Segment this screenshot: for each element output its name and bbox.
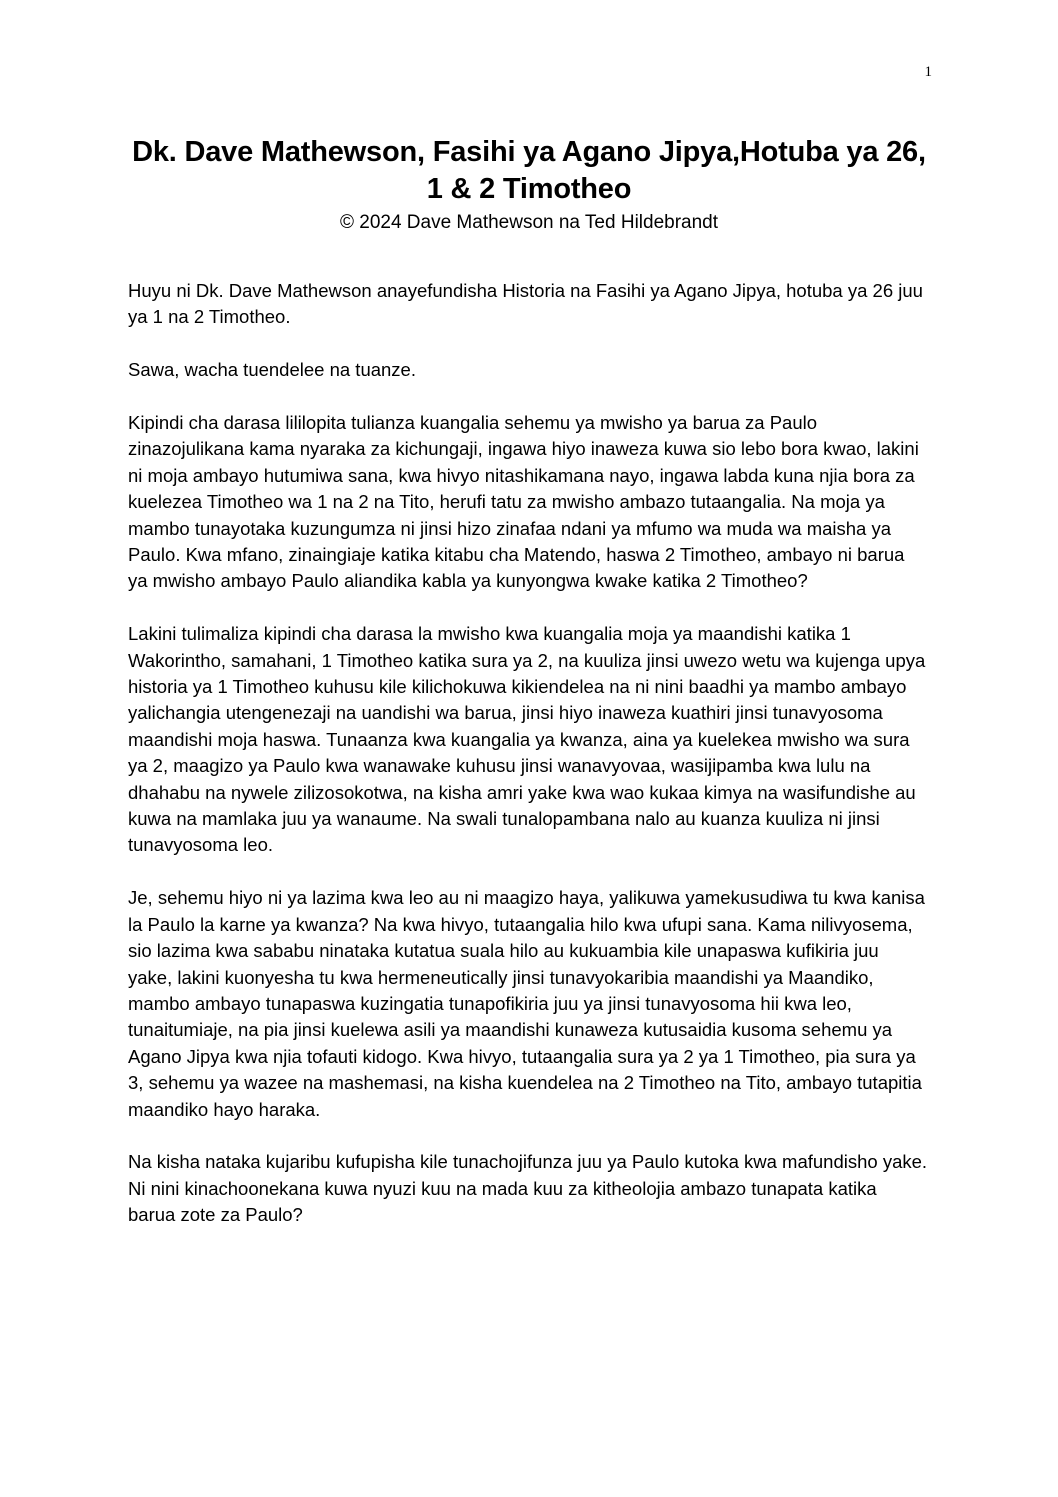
document-title: Dk. Dave Mathewson, Fasihi ya Agano Jipya,Hotuba ya 26, 1 & 2 Timotheo [132, 136, 926, 205]
paragraph: Lakini tulimaliza kipindi cha darasa la mwisho kwa kuangalia moja ya maandishi katika 1 Wakorintho, samahani, 1 Timotheo katika sura ya 2, na kuuliza jinsi uwezo wetu wa kujenga upya historia ya 1 Timotheo kuhusu kile kilichokuwa kikiendelea na ni nini baadhi ya mambo ambayo yalichangia utengenezaji na uandishi wa barua, jinsi hiyo inaweza kuathiri jinsi tunavyosoma maandishi moja haswa. Tunaanza kwa kuangalia ya kwanza, aina ya kuelekea mwisho wa sura ya 2, maagizo ya Paulo kwa wanawake kuhusu jinsi wanavyovaa, wasijipamba kwa lulu na dhahabu na nywele zilizosokotwa, na kisha amri yake kwa wao kukaa kimya na wasifundishe au kuwa na mamlaka juu ya wanaume. Na swali tunalopambana nalo au kuanza kuuliza ni jinsi tunavyosoma leo. [128, 623, 926, 856]
copyright-line: © 2024 Dave Mathewson na Ted Hildebrandt [339, 212, 719, 233]
paragraph: Na kisha nataka kujaribu kufupisha kile tunachojifunza juu ya Paulo kutoka kwa mafundisho yake. Ni nini kinachoonekana kuwa nyuzi kuu na mada kuu za kitheolojia ambazo tunapata katika barua zote za Paulo? [128, 1151, 928, 1226]
document-header [128, 134, 930, 236]
document-body [128, 278, 928, 1255]
paragraph: Kipindi cha darasa lililopita tulianza kuangalia sehemu ya mwisho ya barua za Paulo zinazojulikana kama nyaraka za kichungaji, ingawa hiyo inaweza kuwa sio lebo bora kwao, lakini ni moja ambayo hutumiwa sana, kwa hivyo nitashikamana nayo, ingawa labda kuna njia bora za kuelezea Timotheo wa 1 na 2 na Tito, herufi tatu za mwisho ambazo tutaangalia. Na moja ya mambo tunayotaka kuzungumza ni jinsi hizo zinafaa ndani ya mfumo wa muda wa maisha ya Paulo. Kwa mfano, zinaingiaje katika kitabu cha Matendo, haswa 2 Timotheo, ambayo ni barua ya mwisho ambayo Paulo aliandika kabla ya kunyongwa kwake katika 2 Timotheo? [128, 412, 919, 592]
paragraph: Sawa, wacha tuendelee na tuanze. [128, 359, 416, 381]
paragraph: Huyu ni Dk. Dave Mathewson anayefundisha Historia na Fasihi ya Agano Jipya, hotuba ya 26 juu ya 1 na 2 Timotheo. [128, 280, 923, 328]
page-number: 1 [924, 64, 932, 80]
paragraph: Je, sehemu hiyo ni ya lazima kwa leo au ni maagizo haya, yalikuwa yamekusudiwa tu kwa kanisa la Paulo la karne ya kwanza? Na kwa hivyo, tutaangalia hilo kwa ufupi sana. Kama nilivyosema, sio lazima kwa sababu ninataka kutatua suala hilo au kukuambia kile unapaswa kufikiria juu yake, lakini kuonyesha tu kwa hermeneutically jinsi tunavyokaribia maandishi ya Maandiko, mambo ambayo tunapaswa kuzingatia tunapofikiria juu ya jinsi tunavyosoma hii kwa leo, tunaitumiaje, na pia jinsi kuelewa asili ya maandishi kunaweza kutusaidia kusoma sehemu ya Agano Jipya kwa njia tofauti kidogo. Kwa hivyo, tutaangalia sura ya 2 ya 1 Timotheo, pia sura ya 3, sehemu ya wazee na mashemasi, na kisha kuendelea na 2 Timotheo na Tito, ambayo tutapitia maandiko hayo haraka. [128, 887, 925, 1120]
